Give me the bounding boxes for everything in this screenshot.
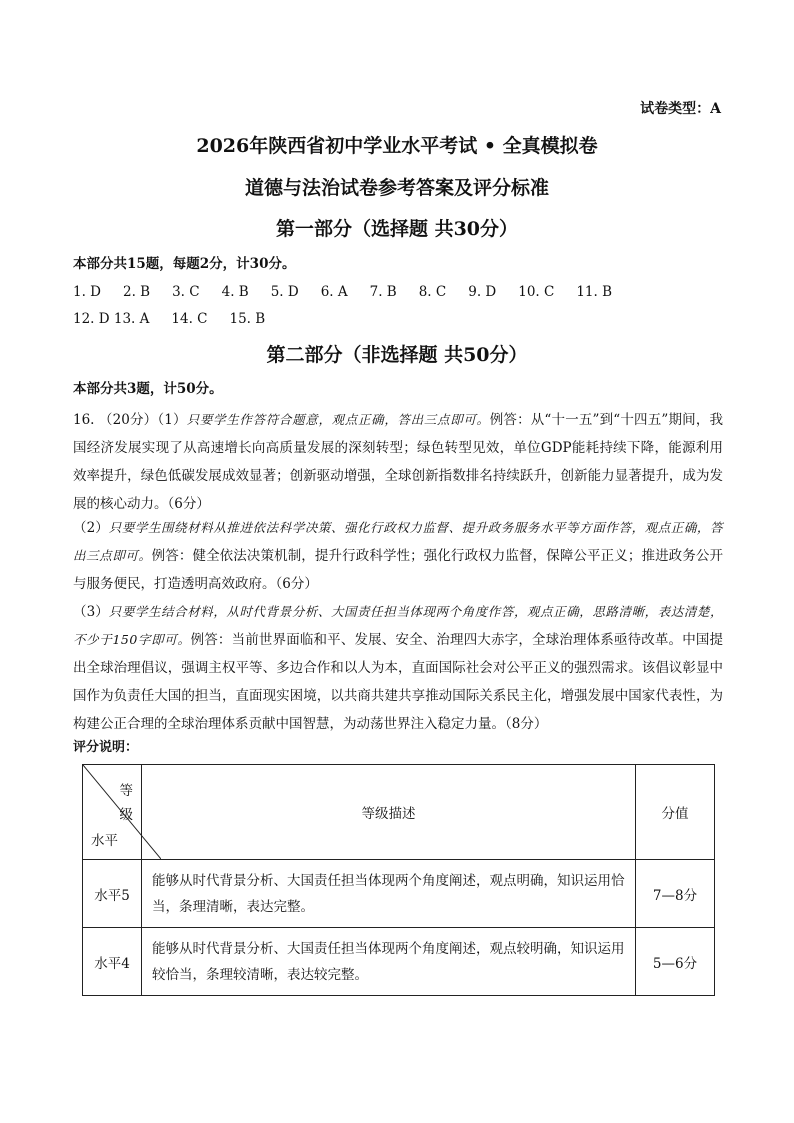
- q16-part1-answer: [73, 406, 723, 518]
- q16-part2-answer: [73, 514, 723, 598]
- level-cell: 水平5: [83, 860, 142, 928]
- corner-label-mid: 级: [119, 807, 133, 823]
- q16-part1-prefix: 16. （20分）（1）: [73, 412, 187, 428]
- q16-part3-note: 只要学生结合材料，从时代背景分析、大国责任担当体现两个角度作答，观点正确，思路清晰，表达清楚，不少于150字即可。: [73, 604, 723, 647]
- part2-heading: 第二部分（非选择题 共50分）: [266, 344, 528, 366]
- q16-part1-text: 例答：从“十一五”到“十四五”期间，我国经济发展实现了从高速增长向高质量发展的深刻转型；绿色转型见效，单位GDP能耗持续下降，能源利用效率提升，绿色低碳发展成效显著；创新驱动增强，全球创新指数排名持续跃升，创新能力显著提升，成为发展的核心动力。（6分）: [73, 412, 723, 512]
- table-header-row: [83, 765, 715, 860]
- part2-intro: 本部分共3题，计50分。: [73, 381, 223, 397]
- q16-part2-note: 只要学生围绕材料从推进依法科学决策、强化行政权力监督、提升政务服务水平等方面作答，观点正确，答出三点即可。: [73, 520, 723, 563]
- mcq-answers-row1: [73, 279, 733, 306]
- mcq-answer: 7. B: [369, 284, 397, 300]
- level-cell: 水平4: [83, 928, 142, 996]
- part1-heading: 第一部分（选择题 共30分）: [275, 218, 519, 240]
- score-cell: 5—6分: [636, 928, 715, 996]
- mcq-answer: 2. B: [123, 284, 151, 300]
- table-row: [83, 860, 715, 928]
- mcq-answer: 8. C: [418, 284, 447, 300]
- corner-label-top: 等: [119, 783, 133, 799]
- q16-part1-note: 只要学生作答符合题意，观点正确，答出三点即可。: [186, 412, 490, 427]
- desc-cell: 能够从时代背景分析、大国责任担当体现两个角度阐述，观点较明确，知识运用较恰当，条理较清晰，表达较完整。: [142, 928, 636, 996]
- q16-part3-text: 例答：当前世界面临和平、发展、安全、治理四大赤字，全球治理体系亟待改革。中国提出全球治理倡议，强调主权平等、多边合作和以人为本，直面国际社会对公平正义的强烈需求。该倡议彰显中国作为负责任大国的担当，直面现实困境，以共商共建共享推动国际关系民主化，增强发展中国家代表性，为构建公正合理的全球治理体系贡献中国智慧，为动荡世界注入稳定力量。（8分）: [73, 632, 724, 732]
- mcq-answer: 11. B: [576, 284, 613, 300]
- mcq-answer: 4. B: [221, 284, 249, 300]
- mcq-answer: 5. D: [270, 284, 299, 300]
- q16-part2-text: 例答：健全依法决策机制，提升行政科学性；强化行政权力监督，保障公平正义；推进政务公开与服务便民，打造透明高效政府。（6分）: [73, 548, 723, 592]
- table-row: [83, 928, 715, 996]
- mcq-answer: 12. D 13. A: [73, 311, 150, 327]
- mcq-answer: 1. D: [73, 284, 101, 300]
- part1-intro: 本部分共15题，每题2分，计30分。: [73, 256, 296, 272]
- score-cell: 7—8分: [636, 860, 715, 928]
- column-header-desc: 等级描述: [142, 765, 636, 860]
- mcq-answers-row2: [73, 306, 733, 333]
- grading-table: [82, 764, 715, 996]
- mcq-answer: 9. D: [468, 284, 497, 300]
- mcq-answer: 15. B: [229, 311, 266, 327]
- paper-type-label: 试卷类型：A: [640, 101, 721, 117]
- column-header-score: 分值: [636, 765, 715, 860]
- mcq-answer: 6. A: [320, 284, 348, 300]
- corner-label-bottom: 水平: [91, 833, 118, 849]
- q16-part2-prefix: （2）: [73, 520, 109, 536]
- mcq-answer: 14. C: [171, 311, 208, 327]
- q16-part3-answer: [73, 598, 723, 738]
- table-corner-cell: [83, 765, 142, 860]
- mcq-answer: 3. C: [172, 284, 200, 300]
- exam-title: 2026年陕西省初中学业水平考试 • 全真模拟卷: [196, 135, 598, 157]
- q16-part3-prefix: （3）: [73, 604, 109, 620]
- mcq-answer: 10. C: [518, 284, 555, 300]
- exam-subtitle: 道德与法治试卷参考答案及评分标准: [244, 177, 549, 199]
- desc-cell: 能够从时代背景分析、大国责任担当体现两个角度阐述，观点明确，知识运用恰当，条理清晰，表达完整。: [142, 860, 636, 928]
- scoring-notes-label: 评分说明：: [73, 740, 139, 755]
